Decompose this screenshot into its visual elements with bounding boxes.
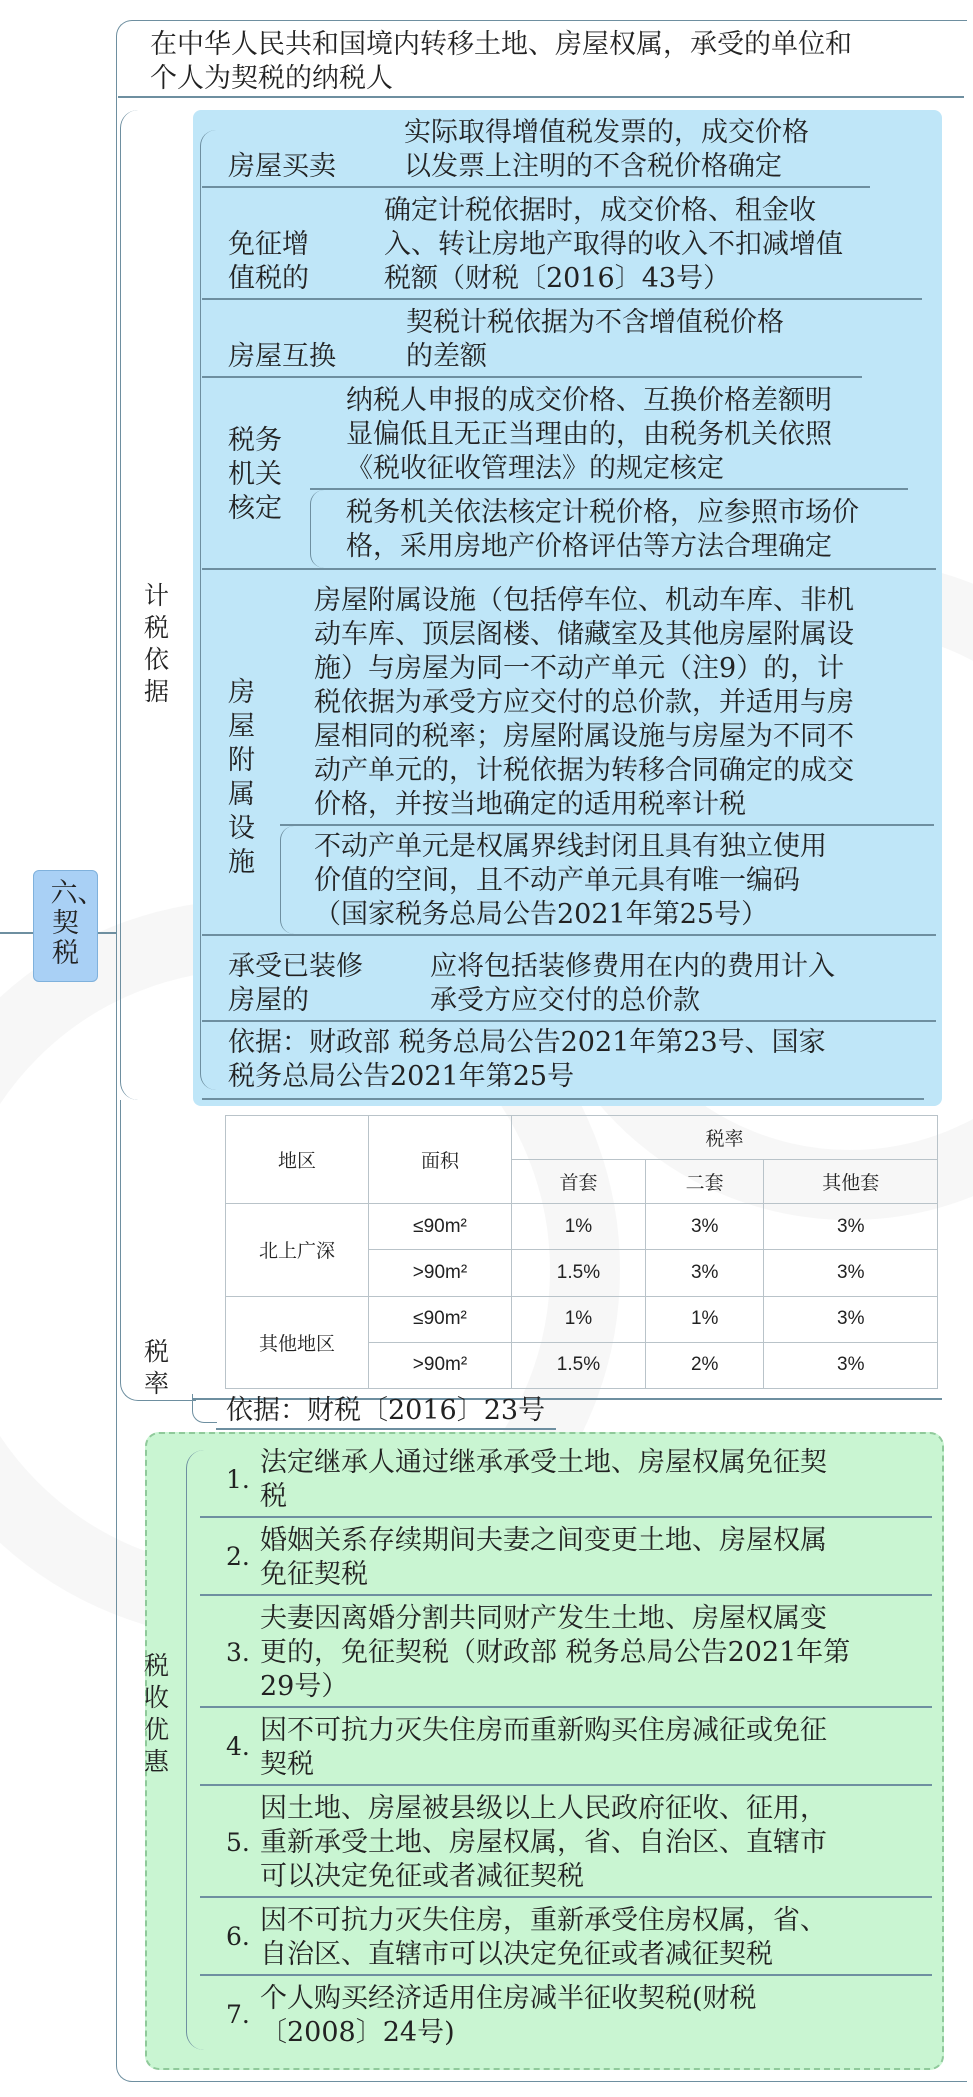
cell-area: >90m² (369, 1342, 512, 1388)
header-rate: 税率 (512, 1116, 938, 1160)
item-text: 确定计税依据时，成交价格、租金收 (384, 195, 816, 226)
benefit-number: 7. (226, 2000, 250, 2029)
divider (200, 1896, 932, 1898)
basis-branch (192, 1394, 217, 1423)
item-key-attached-facilities: 房 屋 附 属 设 施 (228, 677, 255, 878)
benefit-text: 契税 (260, 1749, 314, 1780)
cell-region: 北上广深 (226, 1204, 369, 1297)
item-text: 税额（财税〔2016〕43号） (384, 263, 731, 294)
sub-text: 纳税人申报的成交价格、互换价格差额明 (346, 385, 832, 416)
sub-text: 房屋附属设施（包括停车位、机动车库、非机 (314, 585, 854, 616)
sub-text: 《税收征收管理法》的规定核定 (346, 453, 724, 484)
benefit-text: 29号） (260, 1671, 349, 1702)
cell-other: 3% (764, 1296, 938, 1342)
benefit-text: 税 (260, 1481, 287, 1512)
cell-area: >90m² (369, 1250, 512, 1296)
benefit-number: 2. (226, 1542, 250, 1571)
cell-second: 2% (645, 1342, 764, 1388)
tax-basis-source: 依据：财政部 税务总局公告2021年第23号、国家 (228, 1027, 826, 1058)
item-key-vat-exempt: 免征增 (228, 229, 309, 260)
sub-text: 动产单元的，计税依据为转移合同确定的成交 (314, 755, 854, 786)
sub-text: 税务机关依法核定计税价格，应参照市场价 (346, 497, 859, 528)
item-key-decorated-house: 承受已装修 (228, 951, 363, 982)
divider (202, 376, 862, 378)
tax-rate-table (225, 1115, 938, 1389)
table-row (226, 1296, 938, 1342)
tax-basis-label: 计税依据 (143, 581, 169, 706)
benefit-number: 1. (226, 1465, 250, 1494)
sub-text: 格，采用房地产价格评估等方法合理确定 (346, 531, 832, 562)
cell-first: 1.5% (512, 1250, 646, 1296)
item-key-vat-exempt: 值税的 (228, 263, 309, 294)
divider (200, 1974, 932, 1976)
item-text: 应将包括装修费用在内的费用计入 (430, 951, 835, 982)
sub-branch (280, 826, 311, 934)
tax-benefit-branch (186, 1450, 227, 2050)
divider (202, 298, 922, 300)
sub-text: 不动产单元是权属界线封闭且具有独立使用 (314, 831, 827, 862)
item-text: 的差额 (406, 341, 487, 372)
benefit-number: 3. (226, 1638, 250, 1667)
benefit-text: 因土地、房屋被县级以上人民政府征收、征用， (260, 1793, 827, 1824)
divider (280, 824, 934, 826)
divider (200, 1594, 932, 1596)
sub-text: 动车库、顶层阁楼、储藏室及其他房屋附属设 (314, 619, 854, 650)
header-first: 首套 (512, 1160, 646, 1204)
cell-other: 3% (764, 1342, 938, 1388)
benefit-number: 6. (226, 1922, 250, 1951)
benefit-number: 5. (226, 1828, 250, 1857)
header-area: 面积 (369, 1116, 512, 1204)
table-row (226, 1204, 938, 1250)
header-region: 地区 (226, 1116, 369, 1204)
item-key-decorated-house: 房屋的 (228, 985, 309, 1016)
cell-first: 1% (512, 1204, 646, 1250)
top-node-line-2: 个人为契税的纳税人 (150, 63, 393, 94)
sub-text: 税依据为承受方应交付的总价款，并适用与房 (314, 687, 854, 718)
item-text: 入、转让房地产取得的收入不扣减增值 (384, 229, 843, 260)
cell-second: 3% (645, 1250, 764, 1296)
sub-branch (310, 490, 339, 568)
divider (216, 1428, 556, 1430)
benefit-text: 因不可抗力灭失住房而重新购买住房减征或免征 (260, 1715, 827, 1746)
cell-second: 3% (645, 1204, 764, 1250)
root-label: 六、契税 (50, 878, 105, 969)
item-text: 承受方应交付的总价款 (430, 985, 700, 1016)
tax-basis-source: 税务总局公告2021年第25号 (228, 1061, 575, 1092)
top-node-underline (118, 96, 964, 98)
sub-text: 价格，并按当地确定的适用税率计税 (314, 789, 746, 820)
tax-rate-source: 依据：财税〔2016〕23号 (226, 1395, 546, 1426)
sub-text: 施）与房屋为同一不动产单元（注9）的，计 (314, 653, 845, 684)
cell-first: 1% (512, 1296, 646, 1342)
sub-text: （国家税务总局公告2021年第25号） (314, 899, 769, 930)
benefit-text: 可以决定免征或者减征契税 (260, 1861, 584, 1892)
benefit-text: 自治区、直辖市可以决定免征或者减征契税 (260, 1939, 773, 1970)
benefit-text: 重新承受土地、房屋权属，省、自治区、直辖市 (260, 1827, 827, 1858)
root-node (33, 870, 105, 982)
item-text: 实际取得增值税发票的，成交价格 (404, 117, 809, 148)
cell-region: 其他地区 (226, 1296, 369, 1389)
benefit-text: 法定继承人通过继承承受土地、房屋权属免征契 (260, 1447, 827, 1478)
benefit-text: 个人购买经济适用住房减半征收契税(财税 (260, 1983, 757, 2014)
benefit-text: 更的，免征契税（财政部 税务总局公告2021年第 (260, 1637, 851, 1668)
divider (310, 488, 908, 490)
tax-basis-inner-branch (200, 130, 231, 1090)
sub-text: 屋相同的税率；房屋附属设施与房屋为不同不 (314, 721, 854, 752)
item-text: 契税计税依据为不含增值税价格 (406, 307, 784, 338)
tax-rate-label: 税率 (143, 1337, 169, 1398)
divider (202, 1098, 924, 1100)
item-key-house-sale: 房屋买卖 (228, 151, 336, 182)
benefit-text: 夫妻因离婚分割共同财产发生土地、房屋权属变 (260, 1603, 827, 1634)
sub-text: 显偏低且无正当理由的，由税务机关依照 (346, 419, 832, 450)
header-other: 其他套 (764, 1160, 938, 1204)
benefit-text: 免征契税 (260, 1559, 368, 1590)
item-key-tax-authority: 税务 (228, 425, 282, 456)
cell-area: ≤90m² (369, 1204, 512, 1250)
divider (202, 186, 870, 188)
cell-first: 1.5% (512, 1342, 646, 1388)
root-stub-line (0, 932, 33, 934)
cell-other: 3% (764, 1204, 938, 1250)
header-second: 二套 (645, 1160, 764, 1204)
divider (202, 1020, 936, 1022)
divider (200, 1784, 932, 1786)
benefit-text: 〔2008〕24号) (260, 2017, 455, 2048)
divider (202, 568, 936, 570)
divider (200, 1706, 932, 1708)
item-key-tax-authority: 核定 (228, 493, 282, 524)
root-connector (98, 932, 116, 934)
cell-area: ≤90m² (369, 1296, 512, 1342)
divider (202, 934, 936, 936)
sub-text: 价值的空间，且不动产单元具有唯一编码 (314, 865, 800, 896)
benefit-number: 4. (226, 1732, 250, 1761)
tax-benefit-label: 税收优惠 (143, 1651, 169, 1776)
cell-other: 3% (764, 1250, 938, 1296)
benefit-text: 因不可抗力灭失住房，重新承受住房权属，省、 (260, 1905, 827, 1936)
top-node-line-1: 在中华人民共和国境内转移土地、房屋权属，承受的单位和 (150, 29, 852, 60)
divider (200, 1516, 932, 1518)
benefit-text: 婚姻关系存续期间夫妻之间变更土地、房屋权属 (260, 1525, 827, 1556)
cell-second: 1% (645, 1296, 764, 1342)
item-text: 以发票上注明的不含税价格确定 (404, 151, 782, 182)
item-key-house-exchange: 房屋互换 (228, 341, 336, 372)
item-key-tax-authority: 机关 (228, 459, 282, 490)
